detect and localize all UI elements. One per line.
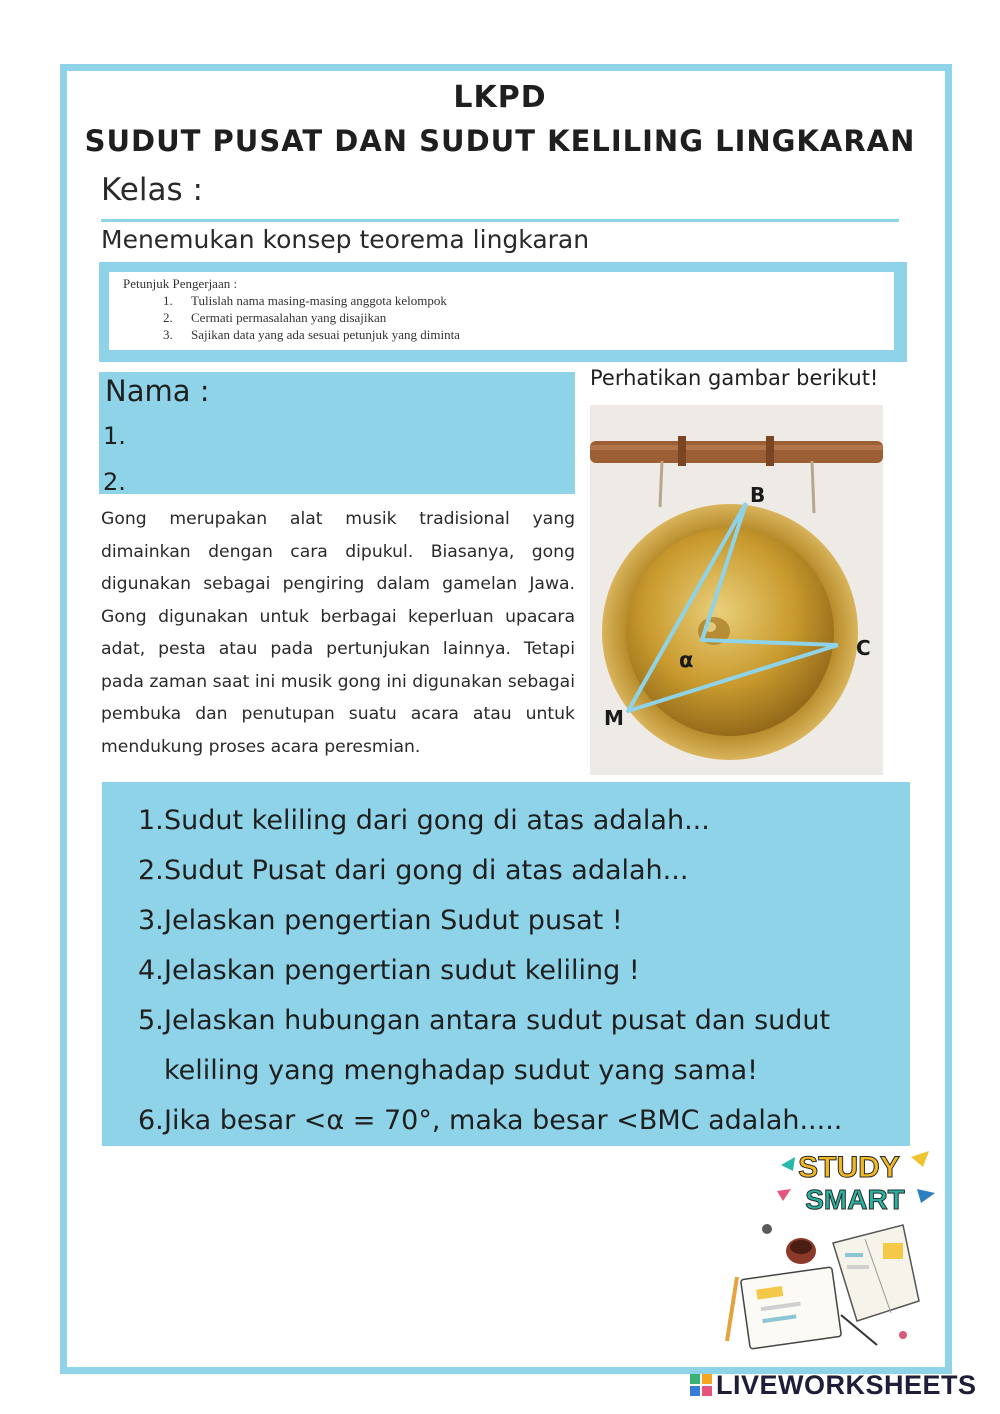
instruction-item: 2. Cermati permasalahan yang disajikan	[163, 310, 387, 325]
name-field-1[interactable]: 1.	[103, 422, 126, 450]
instructions-box	[99, 262, 907, 362]
question-item: 6. Jika besar <α = 70°, maka besar <BMC adalah.....	[138, 1105, 843, 1136]
pencil-icon	[727, 1277, 737, 1341]
gong-figure	[590, 405, 883, 775]
instructions-list	[163, 292, 460, 343]
instructions-heading: Petunjuk Pengerjaan :	[123, 276, 238, 291]
kelas-divider	[101, 219, 899, 222]
gong-string-right	[812, 461, 814, 513]
gong-string-left	[660, 461, 662, 507]
study-smart-illustration	[715, 1145, 945, 1360]
brand-name: LIVEWORKSHEETS	[716, 1370, 977, 1400]
point-m-label: M	[604, 706, 624, 730]
study-smart-line1: STUDY	[798, 1151, 900, 1184]
names-label: Nama :	[105, 374, 210, 408]
notebook-icon	[741, 1267, 842, 1349]
gong-hanger-bar	[590, 441, 883, 463]
question-item: 5. Jelaskan hubungan antara sudut pusat dan sudut keliling yang menghadap sudut yang sama!	[138, 1005, 831, 1086]
point-b-label: B	[750, 483, 766, 507]
question-item: 4. Jelaskan pengertian sudut keliling !	[138, 955, 640, 986]
name-field-2[interactable]: 2.	[103, 468, 126, 496]
questions-list	[138, 796, 844, 1146]
gong-description: Gong merupakan alat musik tradisional yang dimainkan dengan cara dipukul. Biasanya, gong digunakan sebagai pengiring dalam gamelan Jawa. Gong digunakan untuk berbagai keperluan upacara adat, pesta atau pada pertunjukan lainnya. Tetapi pada zaman saat ini musik gong ini digunakan sebagai pembuka dan penutupan suatu acara atau untuk mendukung proses acara peresmian.	[101, 509, 575, 757]
kelas-label: Kelas :	[101, 172, 203, 208]
worksheet-title: LKPD	[453, 80, 547, 115]
question-item: 3. Jelaskan pengertian Sudut pusat !	[138, 905, 623, 936]
brand-footer	[690, 1370, 977, 1401]
instruction-item: 1. Tulislah nama masing-masing anggota kelompok	[163, 293, 447, 308]
worksheet-subtitle: SUDUT PUSAT DAN SUDUT KELILING LINGKARAN	[84, 124, 916, 158]
questions-box	[102, 782, 910, 1146]
study-smart-line2: SMART	[805, 1184, 905, 1215]
instructions-panel	[109, 272, 894, 350]
instruction-item: 3. Sajikan data yang ada sesuai petunjuk yang diminta	[163, 327, 460, 342]
question-item: 2. Sudut Pusat dari gong di atas adalah...	[138, 855, 689, 886]
point-c-label: C	[856, 636, 871, 660]
alpha-label: α	[679, 648, 694, 672]
liveworksheets-logo-icon	[690, 1374, 712, 1396]
learning-goal: Menemukan konsep teorema lingkaran	[101, 225, 590, 254]
names-box	[99, 372, 575, 494]
open-book-icon	[833, 1225, 919, 1321]
question-item: 1. Sudut keliling dari gong di atas adalah...	[138, 805, 710, 836]
figure-caption: Perhatikan gambar berikut!	[590, 366, 879, 390]
